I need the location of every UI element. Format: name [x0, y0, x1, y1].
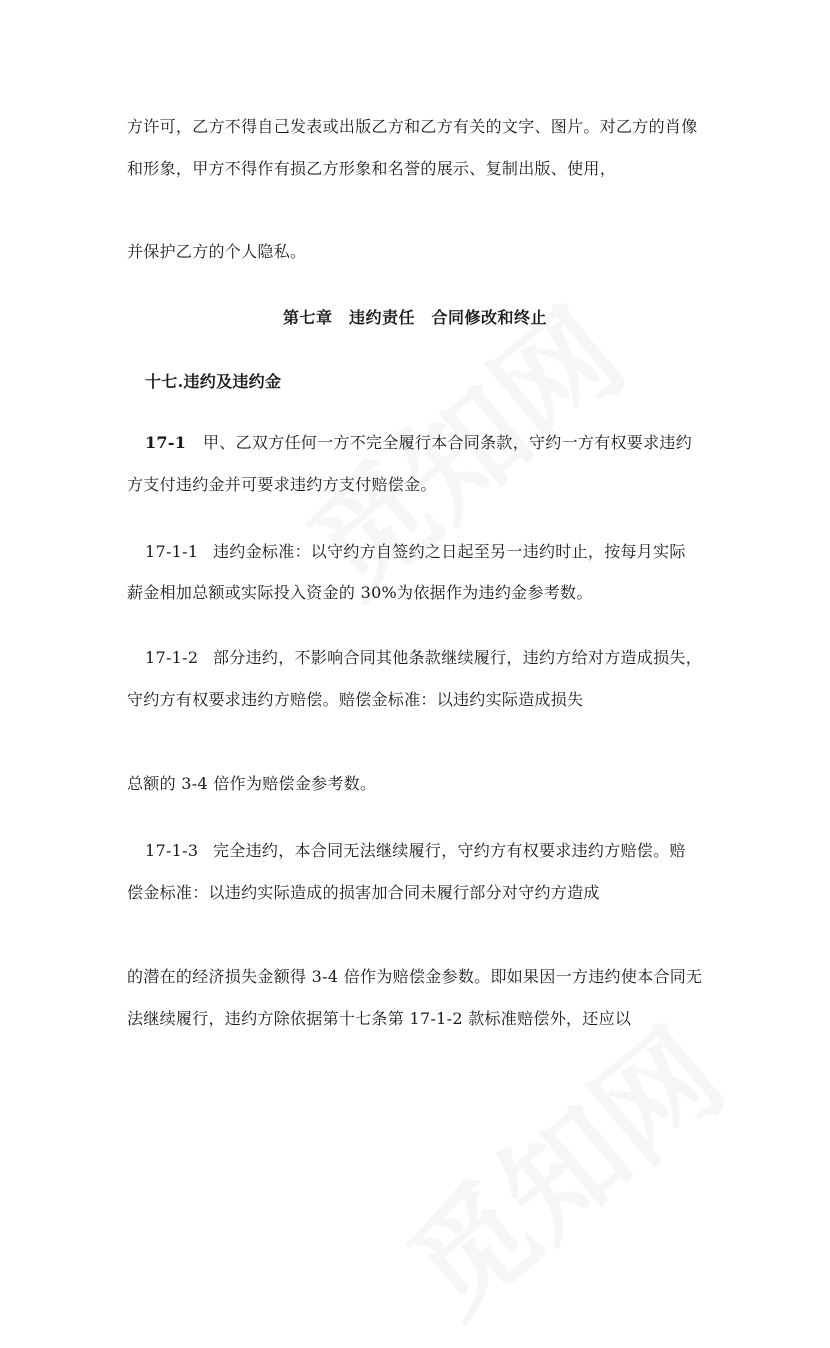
- clause-17-1-3: [145, 840, 686, 862]
- paragraph-line: 总额的 3-4 倍作为赔偿金参考数。: [127, 774, 377, 793]
- clause-number: 17-1: [145, 433, 187, 452]
- paragraph-line: 法继续履行，违约方除依据第十七条第 17-1-2 款标准赔偿外，还应以: [127, 1009, 632, 1028]
- paragraph-line: 偿金标准：以违约实际造成的损害加合同未履行部分对守约方造成: [127, 883, 600, 902]
- clause-17-1-1: [145, 541, 686, 563]
- paragraph-line: 守约方有权要求违约方赔偿。赔偿金标准：以违约实际造成损失: [127, 690, 584, 709]
- paragraph-line: 的潜在的经济损失金额得 3-4 倍作为赔偿金参数。即如果因一方违约使本合同无: [127, 967, 703, 986]
- clause-number: 17-1-2: [145, 648, 199, 667]
- paragraph-line: 薪金相加总额或实际投入资金的 30%为依据作为违约金参考数。: [127, 583, 593, 602]
- clause-17-1-2: [145, 647, 702, 669]
- paragraph-line: 和形象，甲方不得作有损乙方形象和名誉的展示、复制出版、使用，: [127, 159, 617, 178]
- clause-number: 17-1-1: [145, 542, 199, 561]
- clause-text: 甲、乙双方任何一方不完全履行本合同条款，守约一方有权要求违约: [203, 433, 693, 452]
- paragraph-line: 方支付违约金并可要求违约方支付赔偿金。: [127, 475, 437, 494]
- watermark: [367, 984, 753, 1347]
- clause-text: 完全违约，本合同无法继续履行，守约方有权要求违约方赔偿。赔: [213, 841, 686, 860]
- clause-text: 违约金标准：以守约方自签约之日起至另一违约时止，按每月实际: [213, 542, 686, 561]
- paragraph-line: 方许可，乙方不得自己发表或出版乙方和乙方有关的文字、图片。对乙方的肖像: [127, 117, 698, 136]
- chapter-heading: 第七章 违约责任 合同修改和终止: [282, 308, 547, 327]
- clause-17-1: [145, 432, 692, 454]
- clause-text: 部分违约，不影响合同其他条款继续履行，违约方给对方造成损失，: [213, 648, 703, 667]
- paragraph-line: 并保护乙方的个人隐私。: [127, 242, 307, 261]
- clause-number: 17-1-3: [145, 841, 199, 860]
- section-heading: 十七.违约及违约金: [145, 372, 282, 391]
